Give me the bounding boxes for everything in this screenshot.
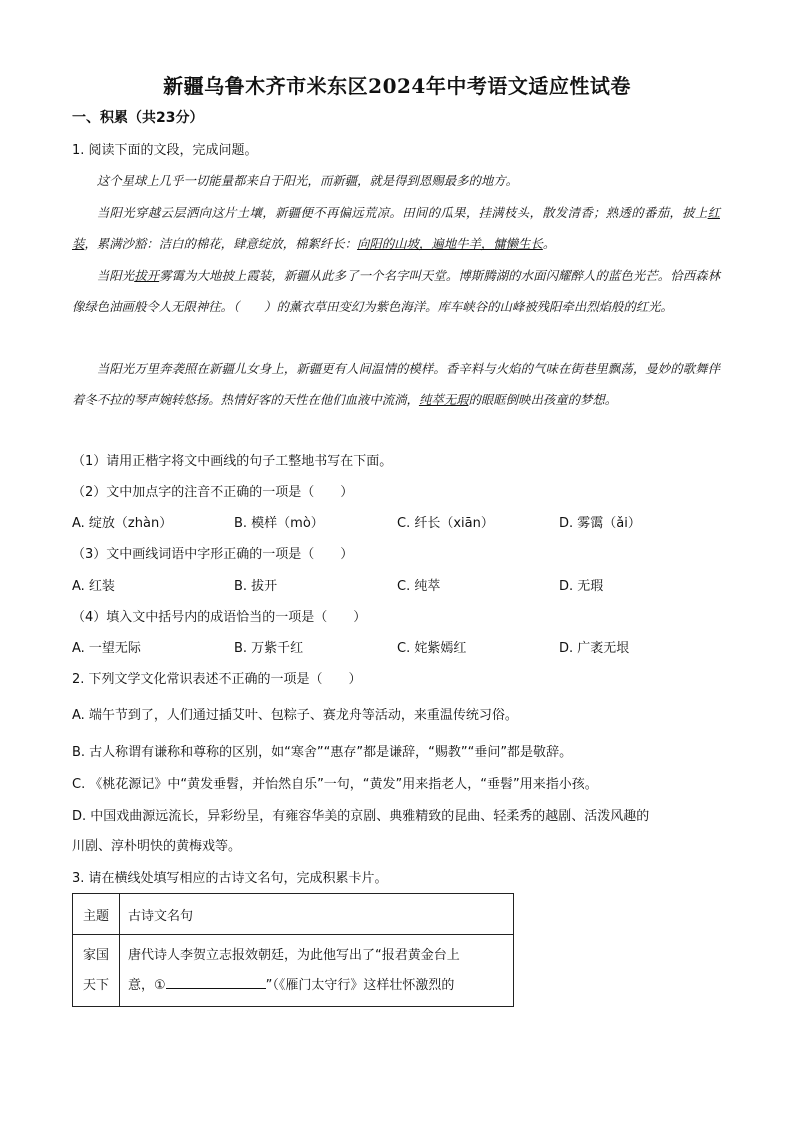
question-1-stem: 1. 阅读下面的文段，完成问题。 bbox=[72, 143, 258, 158]
quote-line: 唐代诗人李贺立志报效朝廷，为此他写出了“报君黄金台上 bbox=[128, 947, 460, 963]
question-2-stem: 2. 下列文学文化常识表述不正确的一项是（ ） bbox=[72, 672, 362, 687]
option-c[interactable]: C. 纯萃 bbox=[397, 579, 441, 594]
option-d-continuation: 川剧、淳朴明快的黄梅戏等。 bbox=[72, 839, 242, 854]
option-b[interactable]: B. 模样（mò） bbox=[234, 516, 324, 531]
passage-text: ，累满沙豁：洁白的棉花，肆意绽放，棉絮纤长： bbox=[84, 236, 357, 251]
theme-line: 天下 bbox=[82, 977, 109, 993]
option-b[interactable]: B. 拔开 bbox=[234, 579, 278, 594]
passage-text: 当阳光穿越云层洒向这片土壤，新疆便不再偏远荒凉。田间的瓜果，挂满枝头，散发清香；熟透的番茄，披上 bbox=[96, 205, 708, 220]
passage-paragraph-1: 这个星球上几乎一切能量都来自于阳光，而新疆，就是得到恩赐最多的地方。 bbox=[96, 173, 519, 188]
option-c[interactable]: C. 姹紫嫣红 bbox=[397, 641, 467, 656]
theme-line: 家国 bbox=[82, 947, 109, 963]
underlined-sentence: 向阳的山坡，遍地牛羊，慵懒生长 bbox=[356, 236, 543, 251]
passage-paragraph-4 bbox=[72, 353, 720, 415]
question-3-stem: 3. 请在横线处填写相应的古诗文名句，完成积累卡片。 bbox=[72, 871, 388, 886]
option-d[interactable]: D. 广袤无垠 bbox=[559, 641, 630, 656]
option-d[interactable]: D. 雾霭（ǎi） bbox=[559, 516, 641, 531]
table-header-quote: 古诗文名句 bbox=[120, 894, 514, 935]
passage-paragraph-3 bbox=[72, 260, 720, 322]
accumulation-card-table bbox=[72, 893, 514, 1007]
underlined-word: 拔开 bbox=[134, 268, 160, 283]
passage-text: 雾霭为大地披上霞装，新疆从此多了一个名字叫天堂。博斯腾湖的水面闪耀醉人的蓝色光芒。恰西森林像绿色油画般令人无限神往。（ ）的薰衣草田变幻为紫色海洋。库车峡谷的山峰被残阳牵出烈焰般的红光。 bbox=[72, 268, 721, 314]
option-c[interactable]: C. 《桃花源记》中“黄发垂髫，并怡然自乐”一句，“黄发”用来指老人，“垂髫”用来指小孩。 bbox=[72, 777, 598, 792]
underlined-word: 红装 bbox=[72, 205, 720, 251]
table-cell-theme bbox=[73, 935, 120, 1007]
quote-text: 意，① bbox=[128, 977, 166, 993]
option-b[interactable]: B. 古人称谓有谦称和尊称的区别，如“寒舍”“惠存”都是谦辞，“赐教”“垂问”都是敬辞。 bbox=[72, 745, 573, 760]
page-title: 新疆乌鲁木齐市米东区2024年中考语文适应性试卷 bbox=[163, 74, 631, 98]
underlined-word: 纯萃无瑕 bbox=[418, 392, 469, 407]
option-d[interactable]: D. 无瑕 bbox=[559, 579, 604, 594]
table-header-theme: 主题 bbox=[73, 894, 120, 935]
passage-text: 的眼眶倒映出孩童的梦想。 bbox=[468, 392, 618, 407]
option-d[interactable]: D. 中国戏曲源远流长，异彩纷呈，有雍容华美的京剧、典雅精致的昆曲、轻柔秀的越剧、活泼风趣的 bbox=[72, 809, 650, 824]
sub-question-3: （3）文中画线词语中字形正确的一项是（ ） bbox=[72, 547, 354, 562]
option-b[interactable]: B. 万紫千红 bbox=[234, 641, 304, 656]
quote-line bbox=[128, 971, 512, 1001]
option-a[interactable]: A. 端午节到了，人们通过插艾叶、包粽子、赛龙舟等活动，来重温传统习俗。 bbox=[72, 708, 518, 723]
quote-text: ”（《雁门太守行》这样壮怀激烈的 bbox=[265, 977, 455, 993]
option-a[interactable]: A. 红装 bbox=[72, 579, 115, 594]
passage-text: 当阳光万里奔袭照在新疆儿女身上，新疆更有人间温情的模样。香辛料与火焰的气味在街巷里飘荡，曼妙的歌舞伴着冬不拉的琴声婉转悠扬。热情好客的天性在他们血液中流淌， bbox=[72, 361, 720, 407]
passage-text: 。 bbox=[542, 236, 556, 251]
sub-question-4: （4）填入文中括号内的成语恰当的一项是（ ） bbox=[72, 610, 367, 625]
table-cell-quote bbox=[120, 935, 514, 1007]
passage-paragraph-2 bbox=[72, 197, 720, 259]
sub-question-2: （2）文中加点字的注音不正确的一项是（ ） bbox=[72, 485, 354, 500]
option-a[interactable]: A. 绽放（zhàn） bbox=[72, 516, 173, 531]
option-a[interactable]: A. 一望无际 bbox=[72, 641, 141, 656]
passage-text: 当阳光 bbox=[96, 268, 135, 283]
sub-question-1: （1）请用正楷字将文中画线的句子工整地书写在下面。 bbox=[72, 454, 393, 469]
section-heading: 一、积累（共23分） bbox=[72, 110, 204, 126]
fill-blank[interactable] bbox=[166, 976, 266, 989]
option-c[interactable]: C. 纤长（xiān） bbox=[397, 516, 494, 531]
